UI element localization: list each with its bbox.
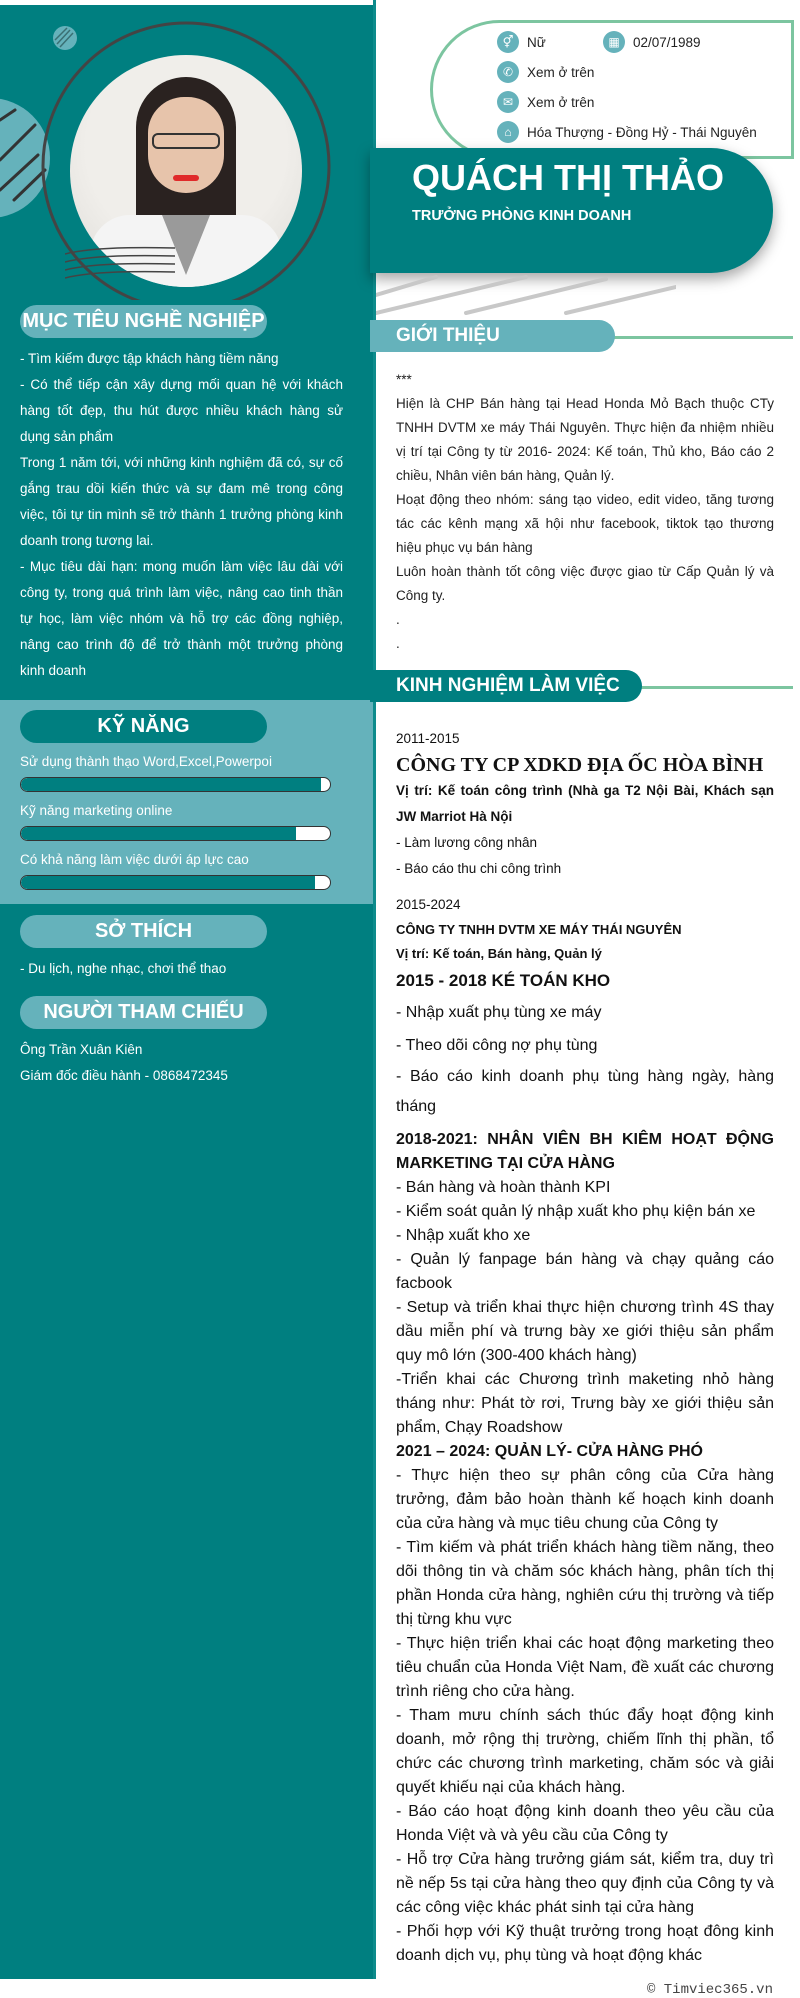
job-entry (396, 726, 774, 882)
role-title: 2015 - 2018 KÉ TOÁN KHO (396, 971, 611, 990)
role-item: - Nhập xuất phụ tùng xe máy (396, 1004, 602, 1021)
role-item: - Thực hiện triển khai các hoạt động marketing theo tiêu chuẩn của Honda Việt Nam, đề xuất các chương trình riêng cho cửa hàng. (396, 1635, 774, 1700)
job-period: 2015-2024 (396, 897, 461, 912)
skill-bar (20, 777, 331, 792)
references-heading: NGƯỜI THAM CHIẾU (20, 996, 267, 1029)
skill-label: Có khả năng làm việc dưới áp lực cao (20, 852, 249, 867)
birthdate-row (603, 31, 701, 53)
job-position: Vị trí: Kế toán, Bán hàng, Quản lý (396, 946, 602, 961)
experience-list (396, 726, 774, 1968)
experience-heading: KINH NGHIỆM LÀM VIỆC (370, 670, 642, 702)
skill-bar (20, 875, 331, 890)
role-item: - Hỗ trợ Cửa hàng trưởng giám sát, kiểm tra, duy trì nề nếp 5s tại cửa hàng theo quy định của Công ty và các công việc khác phát sinh tại cửa hàng (396, 1851, 774, 1916)
job-company: CÔNG TY TNHH DVTM XE MÁY THÁI NGUYÊN (396, 922, 682, 937)
role-title: 2021 – 2024: QUẢN LÝ- CỬA HÀNG PHÓ (396, 1443, 703, 1460)
role-item: -Triển khai các Chương trình maketing nhỏ hàng tháng như: Phát tờ rơi, Trưng bày xe giới thiệu sản phẩm, Chạy Roadshow (396, 1371, 774, 1436)
skill-label: Kỹ năng marketing online (20, 803, 173, 818)
role-item: - Báo cáo kinh doanh phụ tùng hàng ngày, hàng tháng (396, 1068, 774, 1115)
email-row (497, 91, 594, 113)
address-value: Hóa Thượng - Đồng Hỷ - Thái Nguyên (527, 124, 757, 140)
job-entry (396, 892, 774, 1968)
job-item: - Báo cáo thu chi công trình (396, 861, 562, 876)
role-item: - Báo cáo hoạt động kinh doanh theo yêu cầu của Honda Việt và và yêu cầu của Công ty (396, 1803, 774, 1844)
job-title: TRƯỞNG PHÒNG KINH DOANH (412, 208, 632, 224)
job-company: CÔNG TY CP XDKD ĐỊA ỐC HÒA BÌNH (396, 754, 764, 776)
brush-stroke-decoration (376, 275, 676, 315)
phone-row (497, 61, 594, 83)
job-position: Vị trí: Kế toán công trình (Nhà ga T2 Nội Bài, Khách sạn JW Marriot Hà Nội (396, 783, 774, 824)
role-item: - Thực hiện theo sự phân công của Cửa hàng trưởng, đảm bảo hoàn thành kế hoạch kinh doanh của cửa hàng và mục tiêu chung của Công ty (396, 1467, 774, 1532)
skills-heading: KỸ NĂNG (20, 710, 267, 743)
phone-value: Xem ở trên (527, 64, 595, 80)
job-period: 2011-2015 (396, 731, 460, 746)
objective-text: - Tìm kiếm được tập khách hàng tiềm năng - Có thể tiếp cận xây dựng mối quan hệ với khách hàng tốt đẹp, thu hút được nhiều khách hàng sử dụng sản phẩm Trong 1 năm tới, với những kinh nghiệm đã có, sự cố gắng trau dồi kiến thức và sự đam mê trong công việc, tôi tự tin mình sẽ trở thành 1 trưởng phòng kinh doanh trong tương lai. - Mục tiêu dài hạn: mong muốn làm việc lâu dài với công ty, trong quá trình làm việc, nâng cao tinh thần tự học, làm việc nhóm và hỗ trợ các đồng nghiệp, nâng cao trình độ để trở thành một trưởng phòng kinh doanh (20, 351, 343, 678)
hobbies-heading: SỞ THÍCH (20, 915, 267, 948)
candidate-name: QUÁCH THỊ THẢO (412, 157, 724, 198)
skill-label: Sử dụng thành thạo Word,Excel,Powerpoi (20, 754, 272, 769)
role-item: - Bán hàng và hoàn thành KPI (396, 1179, 611, 1196)
role-item: - Kiểm soát quản lý nhập xuất kho phụ kiện bán xe (396, 1203, 756, 1220)
birthdate-value: 02/07/1989 (633, 34, 701, 50)
role-item: - Theo dõi công nợ phụ tùng (396, 1037, 598, 1054)
right-column-content (370, 320, 793, 1998)
skill-bar (20, 826, 331, 841)
wave-lines-decoration (65, 242, 185, 292)
role-item: - Setup và triển khai thực hiện chương trình 4S thay dầu miễn phí và trưng bày xe giới thiệu sản phẩm quy mô lớn (300-400 khách hàng) (396, 1299, 774, 1364)
email-value: Xem ở trên (527, 94, 595, 110)
reference-detail: Giám đốc điều hành - 0868472345 (20, 1068, 228, 1083)
role-title: 2018-2021: NHÂN VIÊN BH KIÊM HOẠT ĐỘNG MARKETING TẠI CỬA HÀNG (396, 1131, 774, 1172)
footer-watermark: © Timviec365.vn (646, 1982, 773, 1998)
skills-section (0, 700, 373, 904)
gender-value: Nữ (527, 34, 546, 50)
role-item: - Nhập xuất kho xe (396, 1227, 531, 1244)
email-icon: ✉ (497, 91, 519, 113)
intro-text: *** Hiện là CHP Bán hàng tại Head Honda Mỏ Bạch thuộc CTy TNHH DVTM xe máy Thái Nguyên. Thực hiện đa nhiệm nhiều vị trí tại Công ty từ 2016- 2024: Kế toán, Thủ kho, Báo cáo 2 chiều, Nhân viên bán hàng, Quản lý. Hoạt động theo nhóm: sáng tạo video, edit video, tăng tương tác các kênh mạng xã hội như facebook, tiktok tạo thương hiệu phục vụ bán hàng Luôn hoàn thành tốt công việc được giao từ Cấp Quản lý và Công ty. . . (396, 372, 774, 651)
left-column-content (0, 305, 373, 1089)
address-row (497, 121, 757, 143)
experience-heading-row (370, 670, 793, 702)
role-item: - Tham mưu chính sách thúc đẩy hoạt động kinh doanh, mở rộng thị trường, chiếm lĩnh thị phần, tổ chức các chương trình marketing, chăm sóc và giải quyết khiếu nại của khách hàng. (396, 1707, 774, 1796)
job-item: - Làm lương công nhân (396, 835, 537, 850)
gender-row (497, 31, 546, 53)
intro-heading: GIỚI THIỆU (370, 320, 615, 352)
gender-icon: ⚥ (497, 31, 519, 53)
role-item: - Phối hợp với Kỹ thuật trưởng trong hoạt đông kinh doanh dịch vụ, phụ tùng và hoạt động khác (396, 1923, 774, 1964)
objective-heading: MỤC TIÊU NGHỀ NGHIỆP (20, 305, 267, 338)
phone-icon: ✆ (497, 61, 519, 83)
hobbies-text: - Du lịch, nghe nhạc, chơi thể thao (20, 961, 227, 976)
calendar-icon: ▦ (603, 31, 625, 53)
reference-name: Ông Trần Xuân Kiên (20, 1042, 143, 1057)
role-item: - Tìm kiếm và phát triển khách hàng tiềm năng, theo dõi thông tin và chăm sóc khách hàng, phân tích thị phần Honda cửa hàng, nghiên cứu thị trường và tiếp thị từng khu vực (396, 1539, 774, 1628)
intro-heading-row (370, 320, 793, 352)
home-icon: ⌂ (497, 121, 519, 143)
role-item: - Quản lý fanpage bán hàng và chạy quảng cáo facbook (396, 1251, 774, 1292)
